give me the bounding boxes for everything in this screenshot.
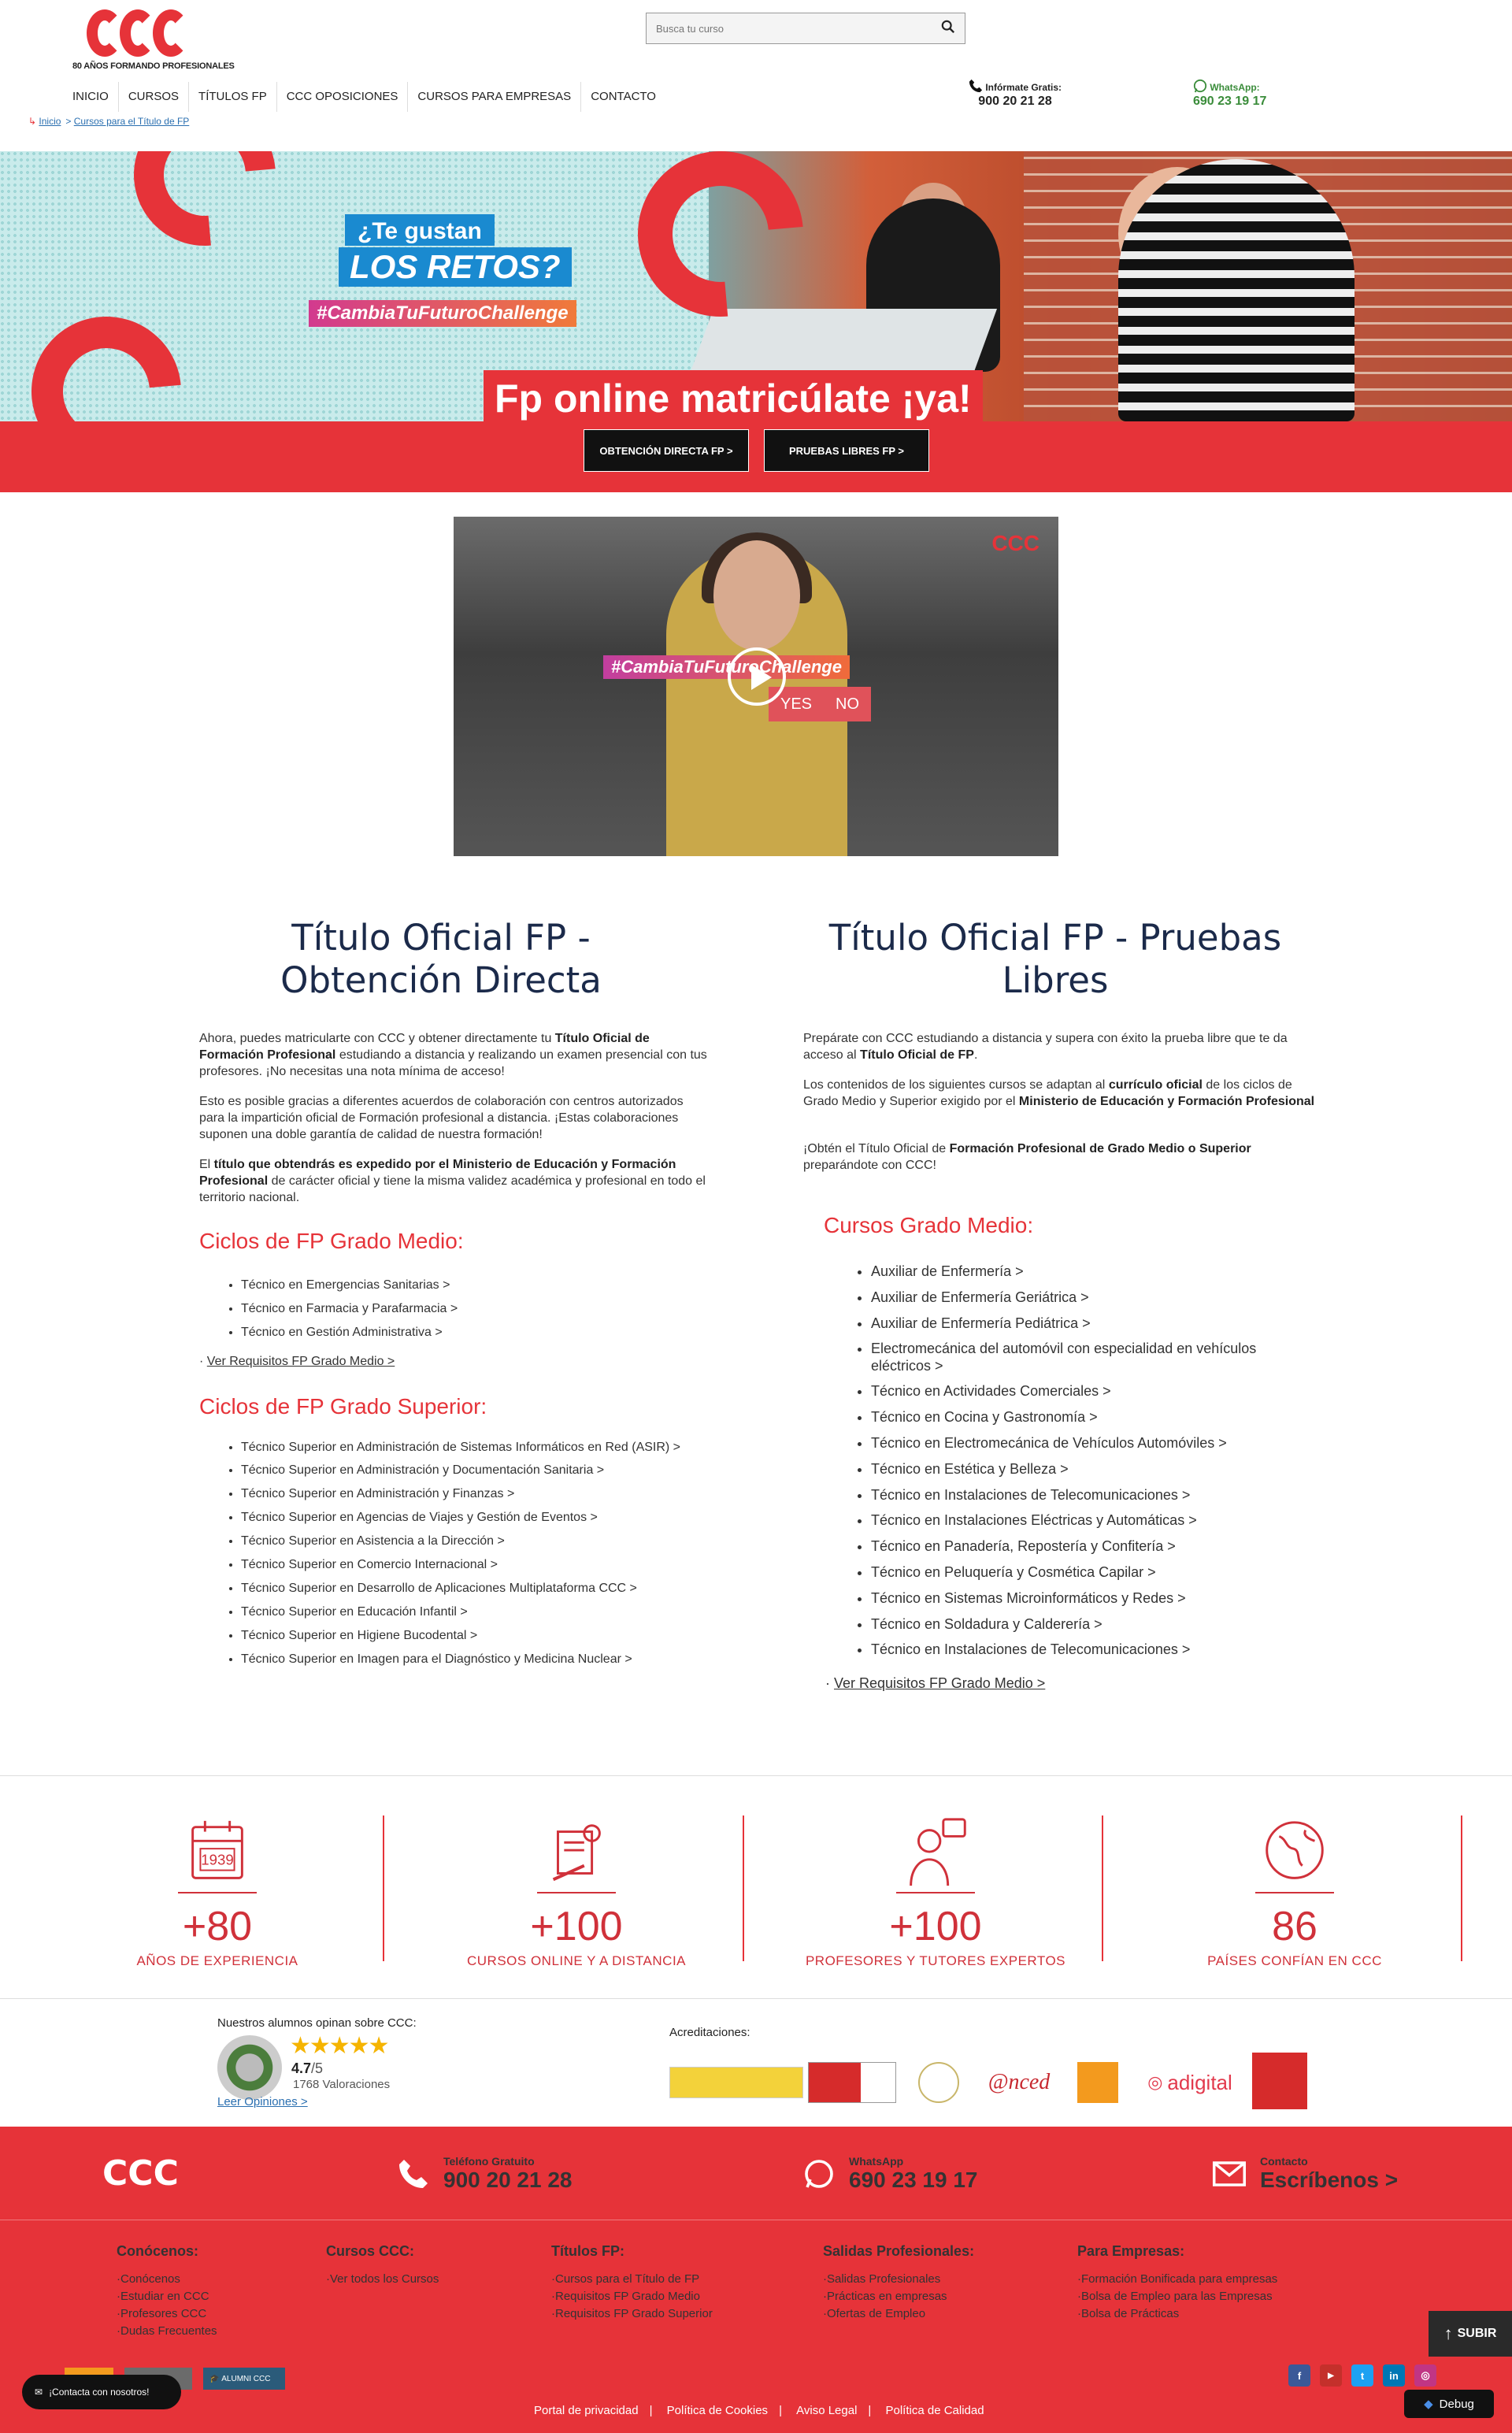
facebook-icon[interactable]: f	[1288, 2364, 1310, 2387]
left-medio-req[interactable]: · Ver Requisitos FP Grado Medio >	[199, 1355, 395, 1368]
footer-col-title: Salidas Profesionales:	[823, 2243, 975, 2259]
list-item[interactable]: • Técnico en Actividades Comerciales >	[871, 1378, 1314, 1404]
footer-col-titulos	[551, 2243, 713, 2323]
footer-col-empresas	[1077, 2243, 1277, 2323]
phone-label: Infórmate Gratis:	[985, 82, 1062, 93]
search-input[interactable]	[646, 13, 965, 44]
stat-divider	[1102, 1815, 1103, 1961]
footer-link[interactable]: ·Requisitos FP Grado Medio	[551, 2290, 700, 2303]
linkedin-icon[interactable]: in	[1383, 2364, 1405, 2387]
list-item[interactable]: • Técnico en Instalaciones de Telecomunicaciones >	[871, 1482, 1314, 1508]
stat-teachers	[756, 1815, 1115, 1968]
right-medio-list	[857, 1259, 1314, 1663]
list-item[interactable]: • Técnico Superior en Asistencia a la Dirección >	[241, 1530, 699, 1553]
nav-inicio[interactable]: INICIO	[63, 82, 119, 112]
stat-divider	[1461, 1815, 1462, 1961]
hero-red-band	[0, 421, 1512, 492]
footer-link[interactable]: ·Salidas Profesionales	[823, 2272, 941, 2286]
video-logo: CCC	[991, 531, 1040, 555]
breadcrumb-inicio[interactable]: Inicio	[39, 116, 61, 127]
list-item[interactable]: • Técnico en Sistemas Microinformáticos y Redes >	[871, 1586, 1314, 1611]
breadcrumb-current[interactable]: Cursos para el Título de FP	[73, 116, 190, 127]
stat-label: CURSOS ONLINE Y A DISTANCIA	[466, 1953, 687, 1968]
footer-link[interactable]: ·Ofertas de Empleo	[823, 2307, 926, 2320]
debug-label: Debug	[1439, 2397, 1474, 2411]
list-item[interactable]: • Electromecánica del automóvil con especialidad en vehículos eléctricos >	[871, 1336, 1314, 1378]
calendar-year: 1939	[201, 1851, 234, 1868]
legal-aviso[interactable]: Aviso Legal	[796, 2404, 858, 2417]
graduation-icon: 🎓	[209, 2374, 220, 2383]
right-title: Título Oficial FP - Pruebas Libres	[828, 917, 1282, 1001]
certificate-icon	[537, 1815, 616, 1893]
list-item[interactable]: • Técnico Superior en Administración y Finanzas >	[241, 1482, 699, 1506]
footer-wa-label: WhatsApp	[849, 2155, 904, 2168]
search-icon[interactable]	[941, 20, 955, 34]
footer-col-title: Cursos CCC:	[326, 2243, 415, 2259]
accreditations-title: Acreditaciones:	[669, 2026, 750, 2039]
reviews-count: 1768 Valoraciones	[293, 2078, 391, 2091]
arrow-up-icon: ↑	[1443, 2324, 1453, 2343]
footer-col-salidas	[823, 2243, 974, 2323]
footer-contact-link: Escríbenos >	[1260, 2168, 1399, 2192]
video-no: NO	[836, 695, 859, 713]
list-item[interactable]: • Auxiliar de Enfermería Pediátrica >	[871, 1311, 1314, 1337]
list-item[interactable]: • Técnico Superior en Educación Infantil >	[241, 1600, 699, 1624]
reviews-score-max: /5	[311, 2060, 324, 2076]
stat-divider	[383, 1815, 384, 1961]
list-item[interactable]: • Técnico Superior en Administración de Sistemas Informáticos en Red (ASIR) >	[241, 1440, 699, 1456]
globe-icon	[1255, 1815, 1334, 1893]
confianza-online-logo	[1252, 2053, 1307, 2109]
footer-link[interactable]: ·Dudas Frecuentes	[117, 2324, 217, 2338]
footer-link[interactable]: ·Requisitos FP Grado Superior	[551, 2307, 713, 2320]
list-item[interactable]: • Técnico en Panadería, Repostería y Confitería >	[871, 1534, 1314, 1560]
nav-titulos-fp[interactable]: TÍTULOS FP	[189, 82, 277, 112]
left-title: Título Oficial FP - Obtención Directa	[280, 917, 602, 1001]
whatsapp-number: 690 23 19 17	[1193, 95, 1267, 108]
adigital-icon: ◎	[1147, 2072, 1163, 2092]
footer-col-conocenos	[117, 2243, 217, 2340]
nav-oposiciones[interactable]: CCC OPOSICIONES	[277, 82, 409, 112]
alumni-badge[interactable]	[203, 2368, 285, 2390]
footer-link[interactable]: ·Ver todos los Cursos	[326, 2272, 439, 2286]
stat-label: PAÍSES CONFÍAN EN CCC	[1207, 1953, 1382, 1968]
ccc-logo[interactable]	[87, 9, 186, 57]
subir-label: SUBIR	[1457, 2327, 1497, 2340]
phone-number: 900 20 21 28	[978, 95, 1052, 108]
footer-col-cursos	[326, 2243, 439, 2288]
list-item[interactable]: • Técnico Superior en Agencias de Viajes y Gestión de Eventos >	[241, 1506, 699, 1530]
footer-link[interactable]: ·Conócenos	[117, 2272, 180, 2286]
left-p3: El título que obtendrás es expedido por el Ministerio de Educación y Formación Profesional de carácter oficial y tiene la misma validez académica y profesional en todo el territorio nacional.	[199, 1158, 706, 1204]
hero-ring-left	[1, 286, 212, 421]
ministerio-logo	[669, 2067, 803, 2098]
whatsapp-icon	[803, 2158, 835, 2190]
reviews-link[interactable]: Leer Opiniones >	[217, 2095, 308, 2108]
whatsapp-label: WhatsApp:	[1210, 82, 1260, 93]
footer-col-title: Para Empresas:	[1077, 2243, 1185, 2259]
chat-label: ¡Contacta con nosotros!	[49, 2387, 150, 2398]
legal-privacidad[interactable]: Portal de privacidad	[534, 2404, 639, 2417]
stat-num: +100	[530, 1904, 623, 1949]
footer-link[interactable]: ·Formación Bonificada para empresas	[1077, 2272, 1278, 2286]
footer-link[interactable]: ·Estudiar en CCC	[117, 2290, 209, 2303]
hero-person-2-body	[1118, 159, 1354, 421]
phone-icon	[969, 79, 983, 93]
hero-cta-banner[interactable]: Fp online matricúlate ¡ya!	[484, 370, 983, 427]
list-item[interactable]: • Técnico Superior en Administración y Documentación Sanitaria >	[241, 1459, 699, 1482]
footer-phone[interactable]	[398, 2155, 573, 2193]
search-placeholder: Busca tu curso	[656, 22, 724, 35]
list-item[interactable]: • Técnico en Emergencias Sanitarias >	[241, 1274, 699, 1297]
mail-icon	[1213, 2160, 1246, 2187]
video-hashtag: #CambiaTuFuturoChallenge	[603, 655, 850, 679]
list-item[interactable]: • Técnico Superior en Comercio Internacional >	[241, 1553, 699, 1577]
video-yes: YES	[780, 695, 813, 713]
footer-col-title: Títulos FP:	[551, 2243, 624, 2259]
list-item[interactable]: • Técnico en Instalaciones de Telecomunicaciones >	[871, 1637, 1314, 1663]
list-item[interactable]: • Técnico en Instalaciones Eléctricas y Automáticas >	[871, 1508, 1314, 1534]
social-links	[1288, 2364, 1436, 2387]
nav-empresas[interactable]: CURSOS PARA EMPRESAS	[408, 82, 581, 112]
right-medio-req[interactable]: · Ver Requisitos FP Grado Medio >	[825, 1675, 1046, 1691]
hero-ring-top	[105, 151, 305, 275]
calendar-icon	[178, 1815, 257, 1893]
footer-link[interactable]: ·Bolsa de Prácticas	[1077, 2307, 1180, 2320]
stat-courses	[397, 1815, 756, 1968]
video-person-head	[713, 540, 800, 651]
footer-phone-label: Teléfono Gratuito	[443, 2155, 535, 2168]
alumni-label: ALUMNI CCC	[221, 2374, 271, 2383]
right-p1: Prepárate con CCC estudiando a distancia y supera con éxito la prueba libre que te da acceso al Título Oficial de FP.	[803, 1032, 1288, 1062]
left-medio-title: Ciclos de FP Grado Medio:	[199, 1229, 464, 1253]
footer-link[interactable]: ·Profesores CCC	[117, 2307, 207, 2320]
reviews-stars: ★★★★★	[290, 2033, 388, 2059]
stat-num: +100	[889, 1904, 982, 1949]
list-item[interactable]: • Técnico en Cocina y Gastronomía >	[871, 1404, 1314, 1430]
footer-contact[interactable]	[1213, 2155, 1398, 2193]
footer-col-title: Conócenos:	[117, 2243, 199, 2259]
list-item[interactable]: • Auxiliar de Enfermería Geriátrica >	[871, 1285, 1314, 1311]
nav-contacto[interactable]: CONTACTO	[591, 90, 656, 103]
scroll-top-button[interactable]	[1429, 2311, 1512, 2357]
nav-cursos[interactable]: CURSOS	[119, 82, 189, 112]
debug-icon: ◆	[1424, 2398, 1433, 2411]
stat-num: +80	[182, 1904, 253, 1949]
footer-wa-number: 690 23 19 17	[849, 2168, 978, 2192]
left-p1: Ahora, puedes matricularte con CCC y obtener directamente tu Título Oficial de Formación Profesional estudiando a distancia y realizando un examen presencial con tus profesores. ¡No necesitas una nota mínima de acceso!	[199, 1032, 707, 1078]
logo-tagline: 80 AÑOS FORMANDO PROFESIONALES	[72, 61, 235, 71]
stat-num: 86	[1272, 1904, 1317, 1949]
stat-divider	[743, 1815, 744, 1961]
chat-icon: ✉	[35, 2387, 43, 2398]
footer-link[interactable]: ·Cursos para el Título de FP	[551, 2272, 700, 2286]
breadcrumb: ↳ Inicio > Cursos para el Título de FP	[28, 116, 190, 127]
hero-hashtag: #CambiaTuFuturoChallenge	[309, 300, 576, 327]
stat-experience	[38, 1815, 397, 1968]
main-nav	[63, 82, 665, 112]
list-item[interactable]: • Técnico Superior en Imagen para el Diagnóstico y Medicina Nuclear >	[241, 1648, 699, 1671]
reviews-score	[291, 2060, 323, 2077]
play-icon[interactable]	[728, 647, 786, 706]
left-p2: Esto es posible gracias a diferentes acuerdos de colaboración con centros autorizados para la impartición oficial de Formación profesional a distancia. ¡Estas colaboraciones suponen una doble garantía de calidad de nuestra formación!	[199, 1095, 684, 1141]
left-medio-list	[227, 1274, 699, 1344]
legal-calidad[interactable]: Política de Calidad	[885, 2404, 984, 2417]
list-item[interactable]: • Técnico en Farmacia y Parafarmacia >	[241, 1297, 699, 1321]
footer-phone-number: 900 20 21 28	[443, 2168, 573, 2192]
footer-link[interactable]: ·Prácticas en empresas	[823, 2290, 947, 2303]
adigital-text: adigital	[1167, 2070, 1232, 2094]
left-superior-list	[227, 1440, 699, 1671]
stat-countries	[1115, 1815, 1474, 1968]
reviews-title: Nuestros alumnos opinan sobre CCC:	[217, 2016, 417, 2030]
video-player[interactable]	[454, 517, 1058, 856]
right-p2: Los contenidos de los siguientes cursos se adaptan al currículo oficial de los ciclos de Grado Medio y Superior exigido por el Ministerio de Educación y Formación Profesional	[803, 1078, 1315, 1108]
footer-link[interactable]: ·Bolsa de Empleo para las Empresas	[1077, 2290, 1273, 2303]
header-whatsapp[interactable]	[1193, 79, 1266, 109]
video-yes-no	[769, 687, 871, 721]
right-medio-title: Cursos Grado Medio:	[824, 1213, 1034, 1237]
chat-button[interactable]	[22, 2375, 181, 2409]
hero-question: ¿Te gustan	[345, 214, 495, 246]
obtencion-directa-button[interactable]: OBTENCIÓN DIRECTA FP >	[584, 429, 749, 472]
bureau-veritas-logo	[808, 2062, 896, 2103]
pruebas-libres-button[interactable]: PRUEBAS LIBRES FP >	[764, 429, 929, 472]
twitter-icon[interactable]: t	[1351, 2364, 1373, 2387]
hero-retos: LOS RETOS?	[339, 247, 572, 287]
list-item[interactable]: • Auxiliar de Enfermería >	[871, 1259, 1314, 1285]
list-item[interactable]: • Técnico en Peluquería y Cosmética Capilar >	[871, 1560, 1314, 1586]
instagram-icon[interactable]: ◎	[1414, 2364, 1436, 2387]
home-icon: ↳	[28, 116, 37, 127]
stat-label: PROFESORES Y TUTORES EXPERTOS	[805, 1953, 1066, 1968]
footer-whatsapp[interactable]	[803, 2155, 978, 2193]
anced-logo: @nced	[988, 2070, 1051, 2094]
legal-links: Portal de privacidad | Política de Cookies | Aviso Legal | Política de Calidad	[534, 2404, 984, 2417]
whatsapp-icon	[1193, 79, 1207, 93]
legal-cookies[interactable]: Política de Cookies	[666, 2404, 769, 2417]
youtube-icon[interactable]: ▶	[1320, 2364, 1342, 2387]
left-superior-title: Ciclos de FP Grado Superior:	[199, 1394, 487, 1419]
reviews-score-value: 4.7	[291, 2060, 312, 2076]
partner-logo	[1077, 2062, 1118, 2103]
list-item[interactable]: • Técnico en Gestión Administrativa >	[241, 1321, 699, 1344]
list-item[interactable]: • Técnico Superior en Desarrollo de Aplicaciones Multiplataforma CCC >	[241, 1577, 699, 1600]
debug-button[interactable]	[1404, 2390, 1494, 2418]
footer-logo[interactable]: CCC	[102, 2153, 179, 2194]
list-item[interactable]: • Técnico Superior en Higiene Bucodental >	[241, 1624, 699, 1648]
teacher-icon	[896, 1815, 975, 1893]
reviews-seal	[217, 2035, 282, 2100]
list-item[interactable]: • Técnico en Electromecánica de Vehículos Automóviles >	[871, 1430, 1314, 1456]
phone-icon	[398, 2158, 429, 2190]
stat-label: AÑOS DE EXPERIENCIA	[136, 1953, 298, 1968]
list-item[interactable]: • Técnico en Estética y Belleza >	[871, 1456, 1314, 1482]
adigital-logo	[1139, 2054, 1241, 2111]
quality-seal-logo	[918, 2062, 959, 2103]
footer-contact-label: Contacto	[1260, 2155, 1308, 2168]
right-p3: ¡Obtén el Título Oficial de Formación Profesional de Grado Medio o Superior preparándote con CCC!	[803, 1142, 1251, 1172]
header-phone[interactable]	[969, 79, 1062, 109]
list-item[interactable]: • Técnico en Soldadura y Calderería >	[871, 1611, 1314, 1637]
